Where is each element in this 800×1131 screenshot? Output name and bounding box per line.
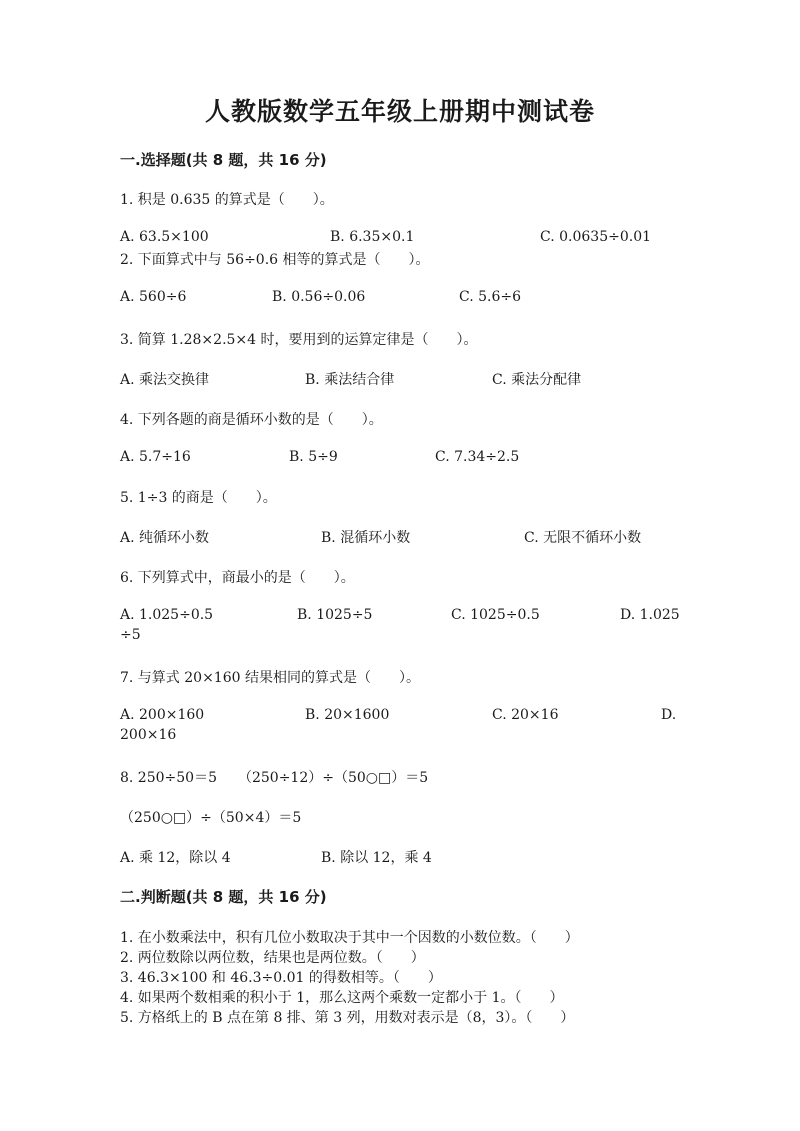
judge-item: 5. 方格纸上的 B 点在第 8 排、第 3 列，用数对表示是（8，3）。（ ） xyxy=(120,1010,575,1026)
question-5-stem: 5. 1÷3 的商是（ ）。 xyxy=(120,490,277,506)
question-6-option-d-continued: ÷5 xyxy=(120,627,141,643)
section-header-true-false: 二.判断题(共 8 题，共 16 分) xyxy=(120,888,327,906)
question-8-option-a: A. 乘 12，除以 4 xyxy=(120,850,231,866)
question-6-option-c: C. 1025÷0.5 xyxy=(451,607,540,623)
question-6-option-d: D. 1.025 xyxy=(620,607,680,623)
question-2-stem: 2. 下面算式中与 56÷0.6 相等的算式是（ ）。 xyxy=(120,252,430,268)
judge-item: 3. 46.3×100 和 46.3÷0.01 的得数相等。（ ） xyxy=(120,970,442,986)
question-4-option-b: B. 5÷9 xyxy=(289,449,338,465)
question-8-stem: 8. 250÷50＝5 （250÷12）÷（50○□）＝5 xyxy=(120,770,429,786)
page-title: 人教版数学五年级上册期中测试卷 xyxy=(204,97,595,126)
question-3-stem: 3. 简算 1.28×2.5×4 时，要用到的运算定律是（ ）。 xyxy=(120,332,478,348)
question-8-equation-line: （250○□）÷（50×4）＝5 xyxy=(120,810,302,826)
question-8-option-b: B. 除以 12，乘 4 xyxy=(321,850,432,866)
question-4-option-a: A. 5.7÷16 xyxy=(120,449,191,465)
judge-item: 4. 如果两个数相乘的积小于 1，那么这两个乘数一定都小于 1。（ ） xyxy=(120,990,564,1006)
judge-item: 1. 在小数乘法中，积有几位小数取决于其中一个因数的小数位数。（ ） xyxy=(120,930,579,946)
question-6-option-a: A. 1.025÷0.5 xyxy=(120,607,214,623)
question-7-option-d: D. xyxy=(661,707,677,723)
question-5-option-b: B. 混循环小数 xyxy=(321,530,411,546)
question-5-option-c: C. 无限不循环小数 xyxy=(524,530,642,546)
question-7-option-d-continued: 200×16 xyxy=(120,727,177,743)
question-7-stem: 7. 与算式 20×160 结果相同的算式是（ ）。 xyxy=(120,670,420,686)
question-3-option-b: B. 乘法结合律 xyxy=(305,372,395,388)
question-1-option-c: C. 0.0635÷0.01 xyxy=(540,229,652,245)
question-2-option-c: C. 5.6÷6 xyxy=(459,289,522,305)
question-1-stem: 1. 积是 0.635 的算式是（ ）。 xyxy=(120,192,334,208)
question-2-option-a: A. 560÷6 xyxy=(120,289,187,305)
question-5-option-a: A. 纯循环小数 xyxy=(120,530,210,546)
question-6-option-b: B. 1025÷5 xyxy=(297,607,373,623)
question-4-option-c: C. 7.34÷2.5 xyxy=(435,449,520,465)
question-7-option-a: A. 200×160 xyxy=(120,707,205,723)
question-2-option-b: B. 0.56÷0.06 xyxy=(272,289,366,305)
question-4-stem: 4. 下列各题的商是循环小数的是（ ）。 xyxy=(120,412,383,428)
question-6-stem: 6. 下列算式中，商最小的是（ ）。 xyxy=(120,570,355,586)
section-header-choice: 一.选择题(共 8 题，共 16 分) xyxy=(120,151,327,169)
question-7-option-b: B. 20×1600 xyxy=(305,707,390,723)
judge-item: 2. 两位数除以两位数，结果也是两位数。（ ） xyxy=(120,950,425,966)
question-7-option-c: C. 20×16 xyxy=(492,707,559,723)
question-1-option-b: B. 6.35×0.1 xyxy=(330,229,415,245)
question-1-option-a: A. 63.5×100 xyxy=(120,229,209,245)
question-3-option-c: C. 乘法分配律 xyxy=(492,372,582,388)
question-3-option-a: A. 乘法交换律 xyxy=(120,372,210,388)
